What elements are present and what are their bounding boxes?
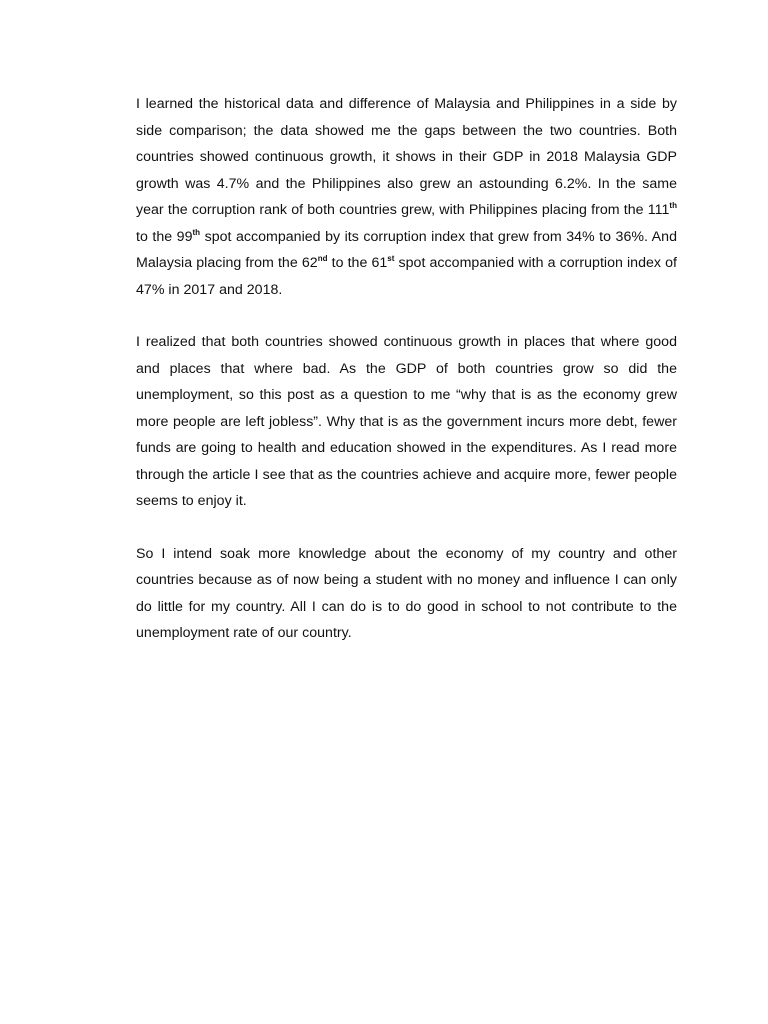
paragraph-text: I realized that both countries showed continuous growth in places that where good and places that where bad. As the GDP of both countries grow so did the unemployment, so this post as a question to me “why that is as the economy grew more people are left jobless”. Why that is as the government incurs more debt, fewer funds are going to health and education showed in the expenditures. As I read more through the article I see that as the countries achieve and acquire more, fewer people seems to enjoy it. <box>136 334 677 509</box>
paragraph-text: to the 61 <box>327 255 388 271</box>
paragraph-realization <box>136 329 677 515</box>
ordinal-suffix: th <box>669 201 677 210</box>
paragraph-text: So I intend soak more knowledge about the economy of my country and other countries because as of now being a student with no money and influence I can only do little for my country. All I can do is to do good in school to not contribute to the unemployment rate of our country. <box>136 545 677 641</box>
ordinal-suffix: th <box>192 227 201 237</box>
paragraph-text: spot accompanied by its corruption index that grew from 34% to 36%. And Malaysia placing from the 62 <box>136 228 677 271</box>
document-body <box>136 91 677 673</box>
ordinal-suffix: st <box>387 254 395 263</box>
paragraph-text: to the 99 <box>136 228 193 245</box>
paragraph-text: spot accompanied with a corruption index of 47% in 2017 and 2018. <box>136 255 677 298</box>
paragraph-conclusion <box>136 541 677 647</box>
paragraph-comparison <box>136 91 677 303</box>
ordinal-suffix: nd <box>317 254 328 263</box>
paragraph-text: I learned the historical data and difference of Malaysia and Philippines in a side by side comparison; the data showed me the gaps between the two countries. Both countries showed continuous growth, it shows in their GDP in 2018 Malaysia GDP growth was 4.7% and the Philippines also grew an astounding 6.2%. In the same year the corruption rank of both countries grew, with Philippines placing from the 111 <box>136 96 677 218</box>
